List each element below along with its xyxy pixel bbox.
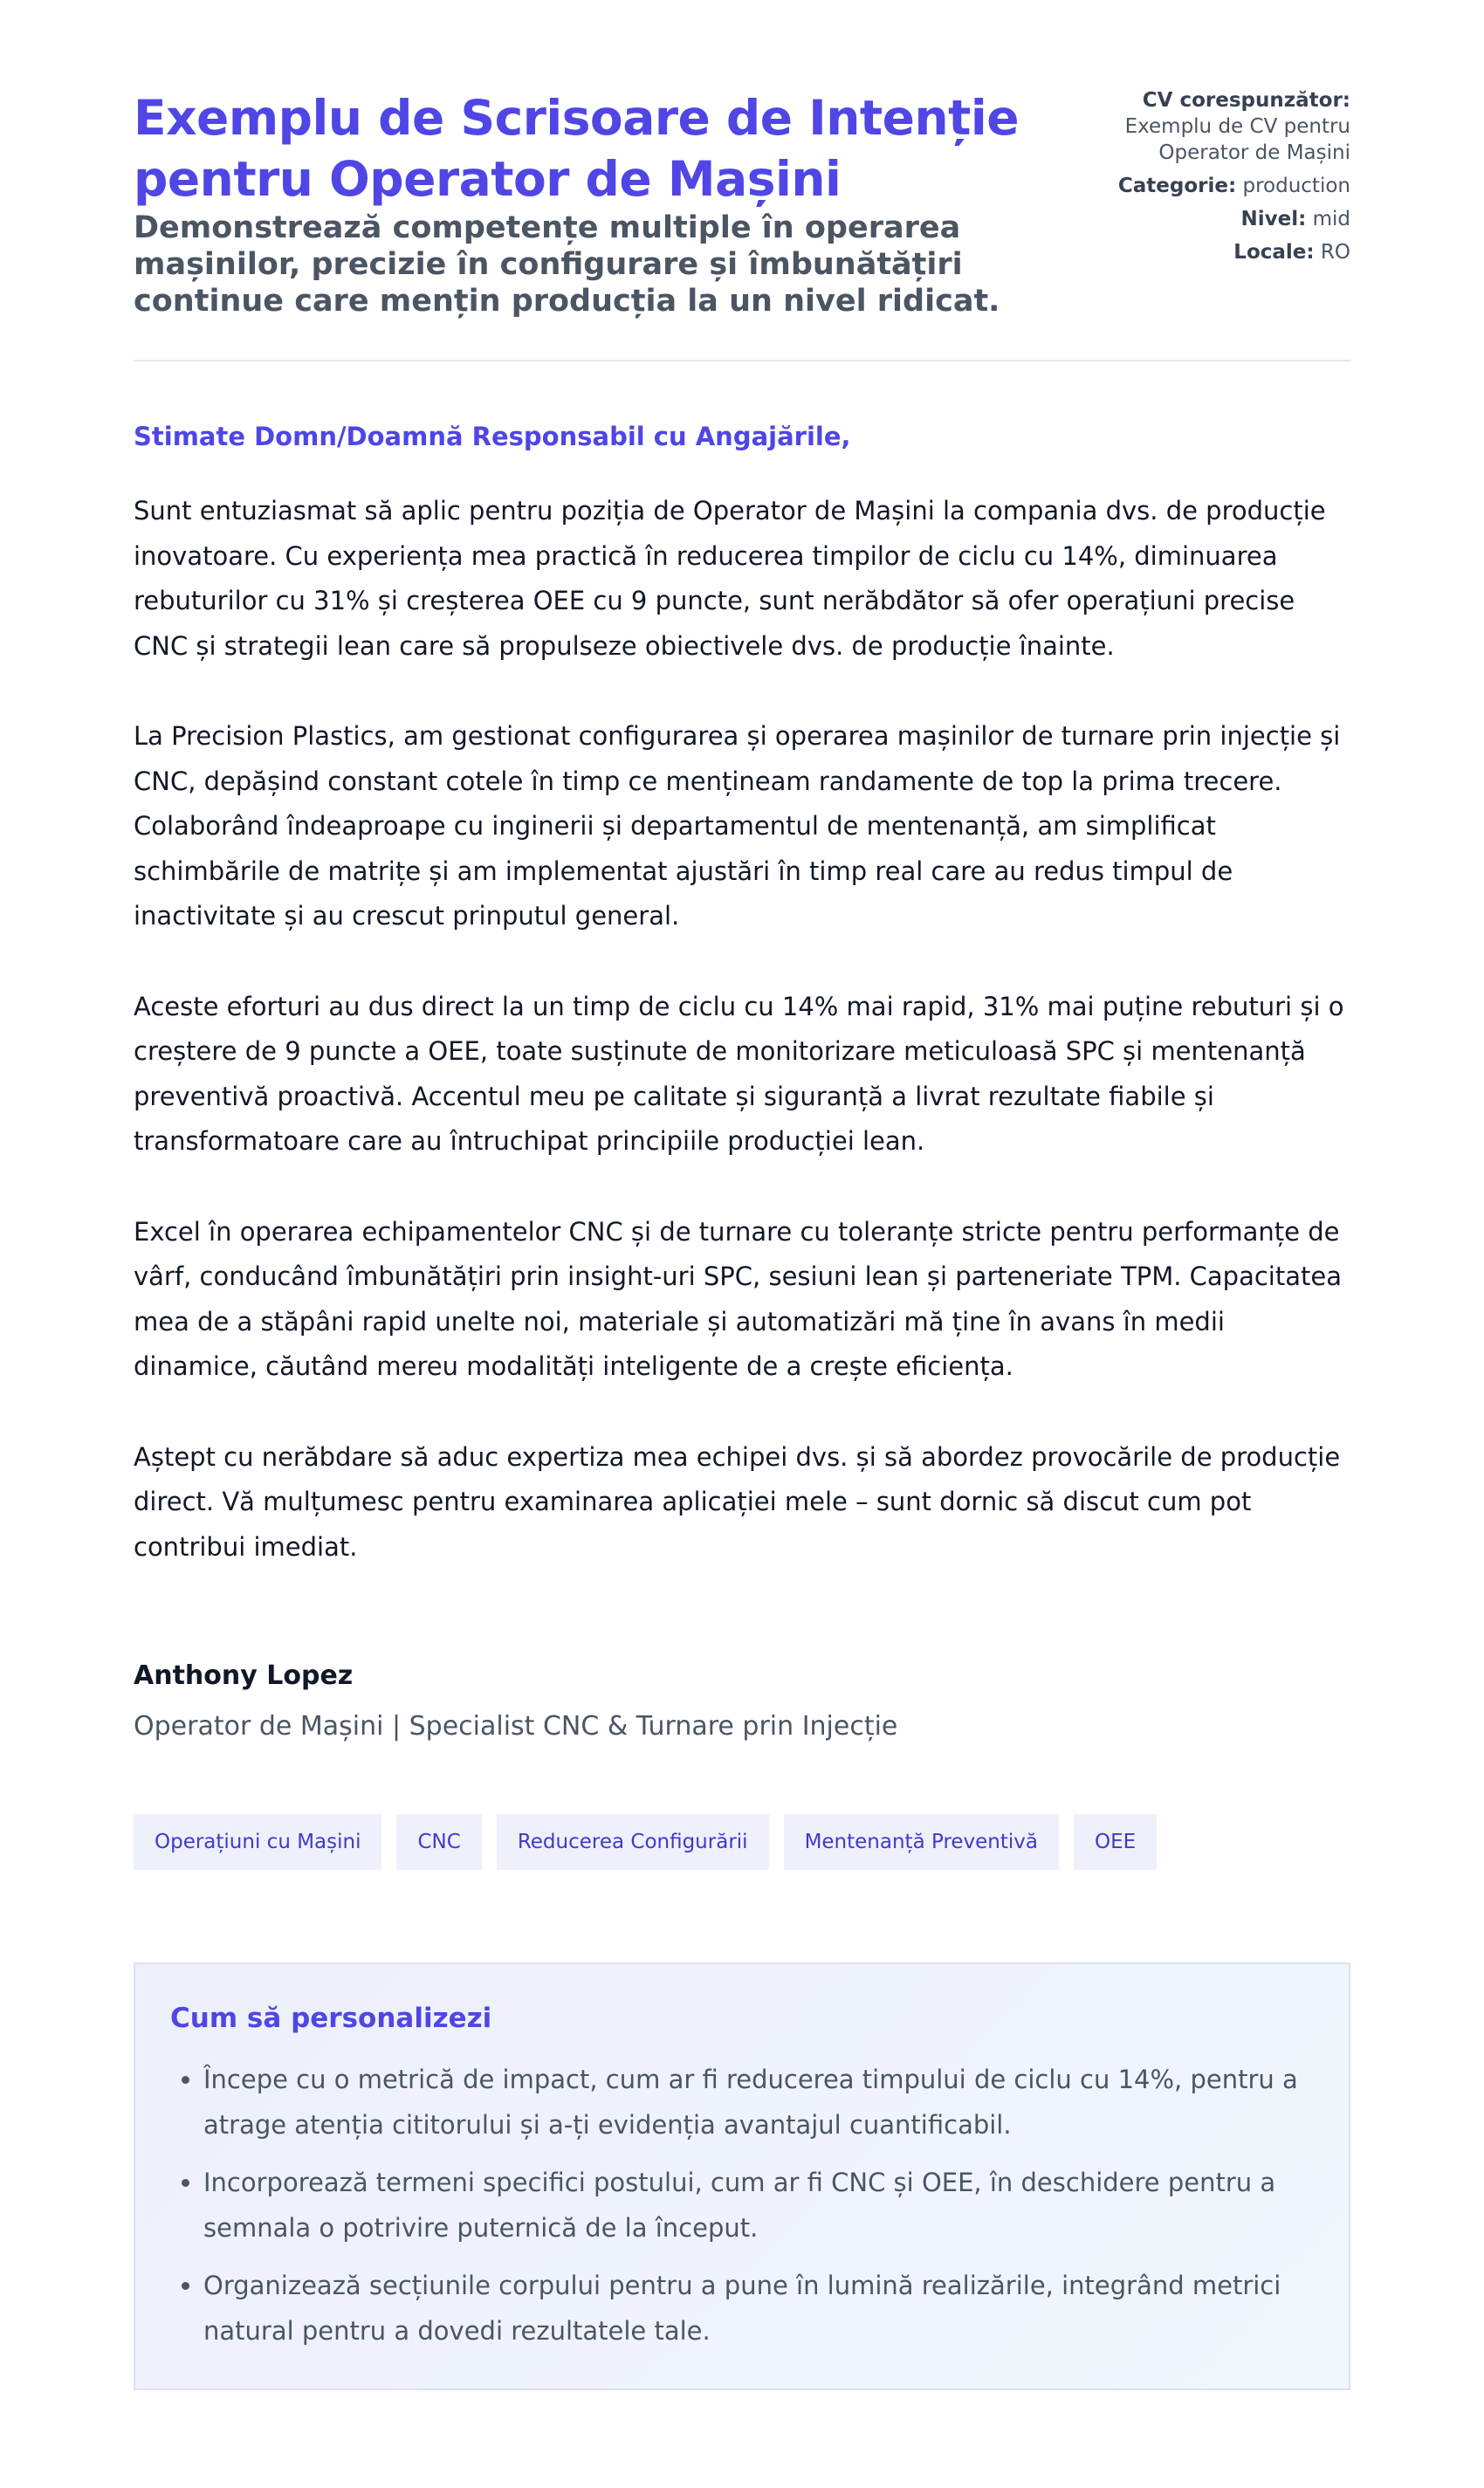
meta-level <box>1089 206 1350 232</box>
meta-locale <box>1089 239 1350 265</box>
signature-name: Anthony Lopez <box>134 1660 354 1691</box>
meta-category <box>1089 173 1350 199</box>
header-titles <box>134 87 1059 320</box>
meta-category-label: Categorie: <box>1117 175 1237 197</box>
letter-paragraph: Excel în operarea echipamentelor CNC și de turnare cu toleranțe stricte pentru performanțe de vârf, conducând îmbunătățiri prin insight-uri SPC, sesiuni lean și parteneriate TPM. Capacitatea mea de a stăpâni rapid unelte noi, materiale și automatizări mă ține în avans în medii dinamice, căutând mereu modalități inteligente de a crește eficiența. <box>134 1216 1342 1381</box>
skill-tag: OEE <box>1074 1814 1157 1870</box>
customization-tips <box>134 1962 1350 2390</box>
letter-paragraph: Aștept cu nerăbdare să aduc expertiza mea echipei dvs. și să abordez provocările de producție direct. Vă mulțumesc pentru examinarea aplicației mele – sunt dornic să discut cum pot contribui imediat. <box>134 1441 1341 1562</box>
letter-paragraph: La Precision Plastics, am gestionat configurarea și operarea mașinilor de turnare prin injecție și CNC, depășind constant cotele în timp ce mențineam randamente de top la prima trecere. Colaborând îndeaproape cu inginerii și departamentul de mentenanță, am simplificat schimbările de matrițe și am implementat ajustări în timp real care au redus timpul de inactivitate și au crescut prinputul general. <box>134 721 1341 931</box>
page-title: Exemplu de Scrisoare de Intenție pentru Operator de Mașini <box>134 90 1020 207</box>
tip-item: • Începe cu o metrică de impact, cum ar fi reducerea timpului de ciclu cu 14%, pentru a atrage atenția cititorului și a-ți evidenția avantajul cuantificabil. <box>203 2057 1314 2148</box>
meta-locale-value: RO <box>1320 241 1350 264</box>
letter-paragraph: Aceste eforturi au dus direct la un timp de ciclu cu 14% mai rapid, 31% mai puține rebuturi și o creștere de 9 puncte a OEE, toate susținute de monitorizare meticuloasă SPC și mentenanță preventivă proactivă. Accentul meu pe calitate și siguranță a livrat rezultate fiabile și transformatoare care au întruchipat principiile producției lean. <box>134 991 1344 1156</box>
skill-tag: Operațiuni cu Mașini <box>134 1814 381 1870</box>
skill-tag: CNC <box>396 1814 481 1870</box>
meta-cv-label: CV corespunzător: <box>1142 89 1350 112</box>
signature-role: Operator de Mașini | Specialist CNC & Turnare prin Injecție <box>134 1711 898 1742</box>
meta-cv-value: Exemplu de CV pentru Operator de Mașini <box>1124 115 1350 164</box>
letter-paragraph: Sunt entuziasmat să aplic pentru poziția de Operator de Mașini la compania dvs. de producție inovatoare. Cu experiența mea practică în reducerea timpilor de ciclu cu 14%, diminuarea rebuturilor cu 31% și creșterea OEE cu 9 puncte, sunt nerăbdător să ofer operațiuni precise CNC și strategii lean care să propulseze obiectivele dvs. de producție înainte. <box>134 496 1326 661</box>
meta-level-label: Nivel: <box>1240 208 1307 230</box>
tip-item: • Incorporează termeni specifici postului, cum ar fi CNC și OEE, în deschidere pentru a semnala o potrivire puternică de la început. <box>203 2160 1314 2251</box>
letter-salutation: Stimate Domn/Doamnă Responsabil cu Angajările, <box>134 422 851 451</box>
meta-locale-label: Locale: <box>1233 241 1315 264</box>
meta-cv <box>1089 87 1350 166</box>
skill-tags <box>134 1814 1350 1870</box>
page-header <box>134 87 1350 361</box>
page-subtitle: Demonstrează competențe multiple în operarea mașinilor, precizie în configurare și îmbunătățiri continue care mențin producția la un nivel ridicat. <box>134 210 1000 319</box>
signature-block <box>134 1659 1350 1744</box>
meta-category-value: production <box>1242 175 1350 197</box>
meta-level-value: mid <box>1312 208 1350 230</box>
skill-tag: Reducerea Configurării <box>497 1814 769 1870</box>
tips-title: Cum să personalizezi <box>170 2003 492 2034</box>
tips-list <box>170 2057 1314 2354</box>
letter-body <box>134 489 1350 1570</box>
tip-item: • Organizează secțiunile corpului pentru a pune în lumină realizările, integrând metrici natural pentru a dovedi rezultatele tale. <box>203 2263 1314 2354</box>
meta-panel <box>1089 87 1350 272</box>
skill-tag: Mentenanță Preventivă <box>784 1814 1059 1870</box>
